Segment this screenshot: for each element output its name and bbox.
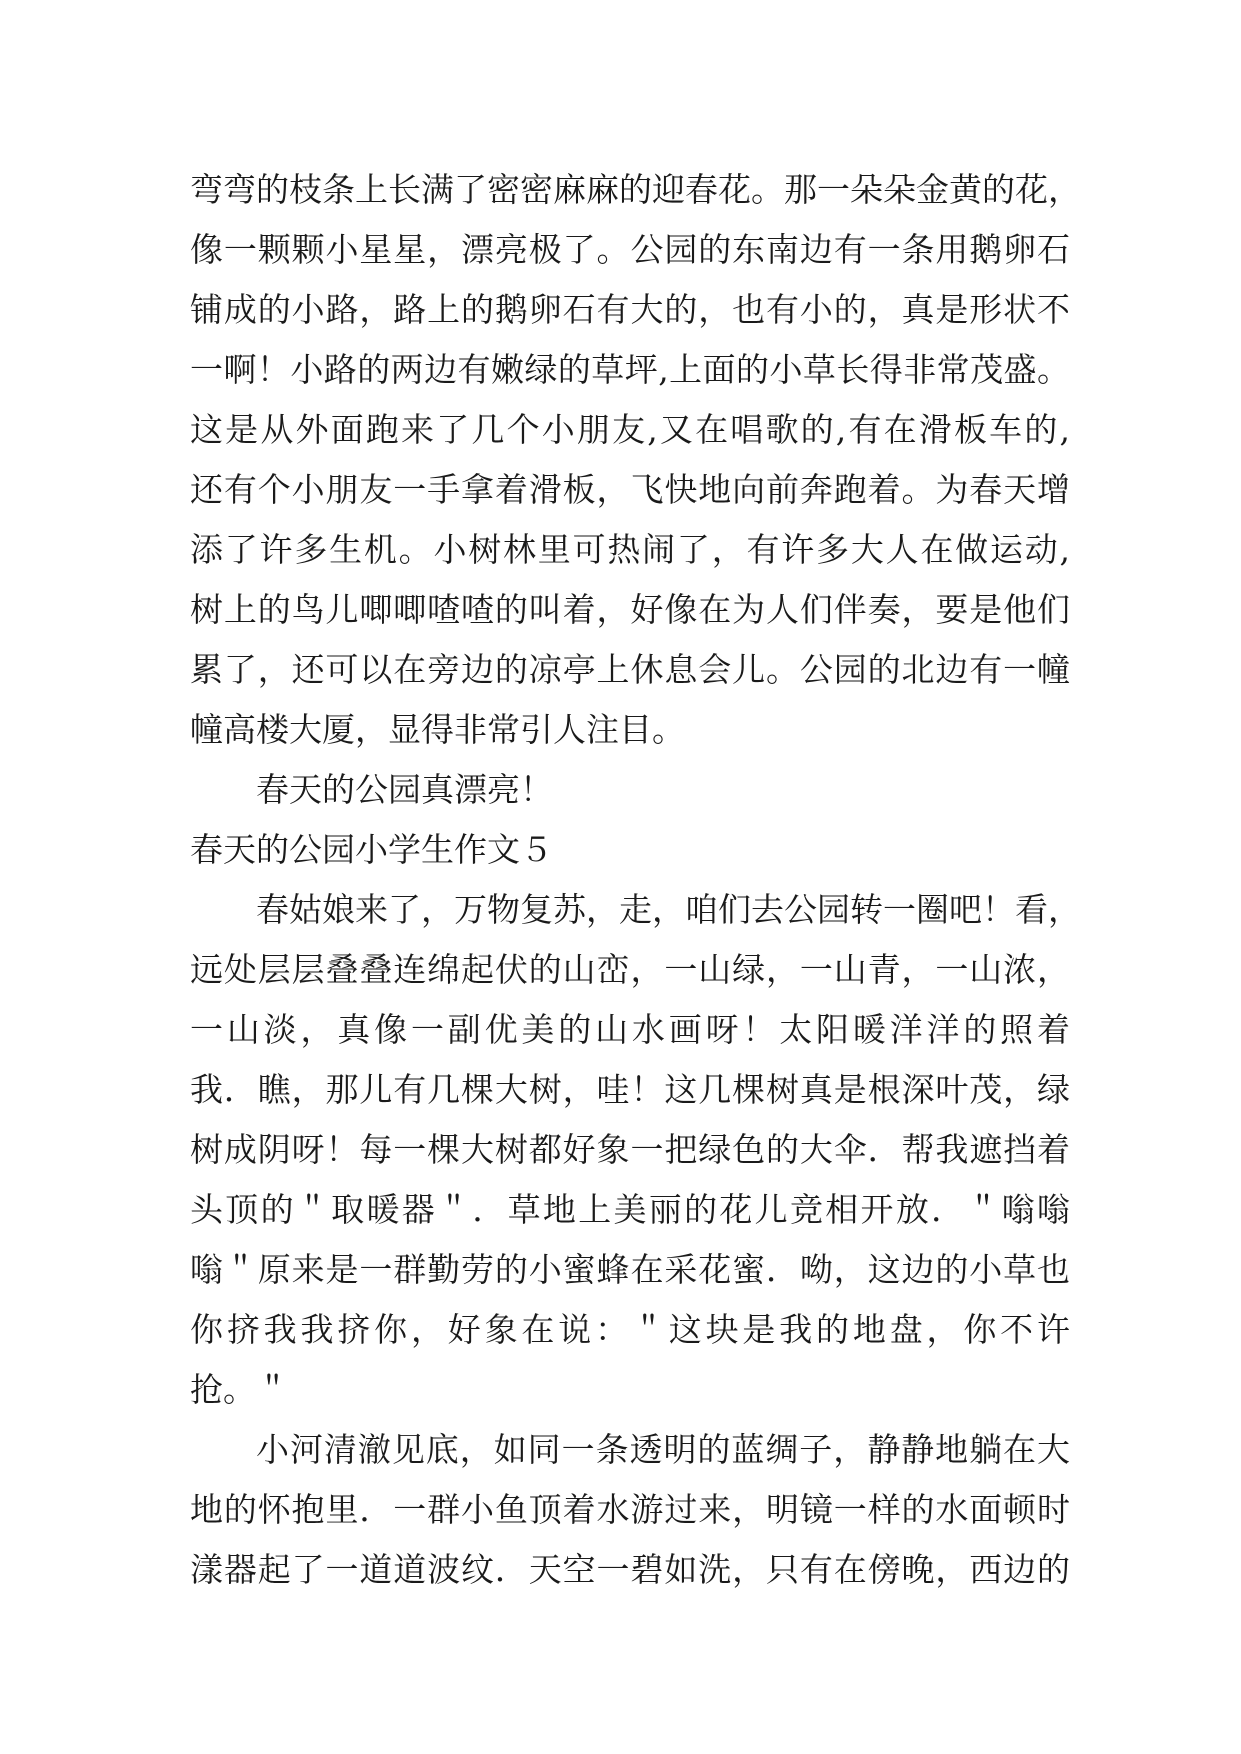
text-line: 添了许多生机。小树林里可热闹了，有许多大人在做运动, xyxy=(190,530,1070,569)
section-title: 春天的公园小学生作文５ xyxy=(190,830,553,869)
text-line: 抢。＂ xyxy=(190,1370,289,1409)
text-line: 树上的鸟儿唧唧喳喳的叫着，好像在为人们伴奏，要是他们 xyxy=(190,590,1070,629)
text-line: 累了，还可以在旁边的凉亭上休息会儿。公园的北边有一幢 xyxy=(190,650,1070,689)
text-line: 你挤我我挤你，好象在说：＂这块是我的地盘，你不许 xyxy=(190,1310,1070,1349)
text-line: 一山淡，真像一副优美的山水画呀！太阳暖洋洋的照着 xyxy=(190,1010,1070,1049)
essay-text xyxy=(190,160,1081,1600)
text-line: 一啊！小路的两边有嫩绿的草坪,上面的小草长得非常茂盛。 xyxy=(190,350,1070,389)
text-line: 这是从外面跑来了几个小朋友,又在唱歌的,有在滑板车的, xyxy=(190,410,1070,449)
paragraph-line: 春姑娘来了，万物复苏，走，咱们去公园转一圈吧！看， xyxy=(256,890,1081,929)
text-line: 头顶的＂取暖器＂．草地上美丽的花儿竞相开放．＂嗡嗡 xyxy=(190,1190,1070,1229)
text-line: 漾器起了一道道波纹．天空一碧如洗，只有在傍晚，西边的 xyxy=(190,1550,1070,1589)
paragraph-line: 小河清澈见底，如同一条透明的蓝绸子，静静地躺在大 xyxy=(256,1430,1070,1469)
text-line: 远处层层叠叠连绵起伏的山峦，一山绿，一山青，一山浓， xyxy=(190,950,1070,989)
text-line: 铺成的小路，路上的鹅卵石有大的，也有小的，真是形状不 xyxy=(190,290,1070,329)
text-line: 幢高楼大厦，显得非常引人注目。 xyxy=(190,710,685,749)
text-line: 我．瞧，那儿有几棵大树，哇！这几棵树真是根深叶茂，绿 xyxy=(190,1070,1070,1109)
text-line: 还有个小朋友一手拿着滑板，飞快地向前奔跑着。为春天增 xyxy=(190,470,1070,509)
text-line: 弯弯的枝条上长满了密密麻麻的迎春花。那一朵朵金黄的花， xyxy=(190,170,1081,209)
text-line: 树成阴呀！每一棵大树都好象一把绿色的大伞．帮我遮挡着 xyxy=(190,1130,1070,1169)
paragraph-line: 春天的公园真漂亮！ xyxy=(256,770,553,809)
text-line: 地的怀抱里．一群小鱼顶着水游过来，明镜一样的水面顿时 xyxy=(190,1490,1070,1529)
text-line: 像一颗颗小星星，漂亮极了。公园的东南边有一条用鹅卵石 xyxy=(190,230,1070,269)
text-line: 嗡＂原来是一群勤劳的小蜜蜂在采花蜜．呦，这边的小草也 xyxy=(190,1250,1070,1289)
